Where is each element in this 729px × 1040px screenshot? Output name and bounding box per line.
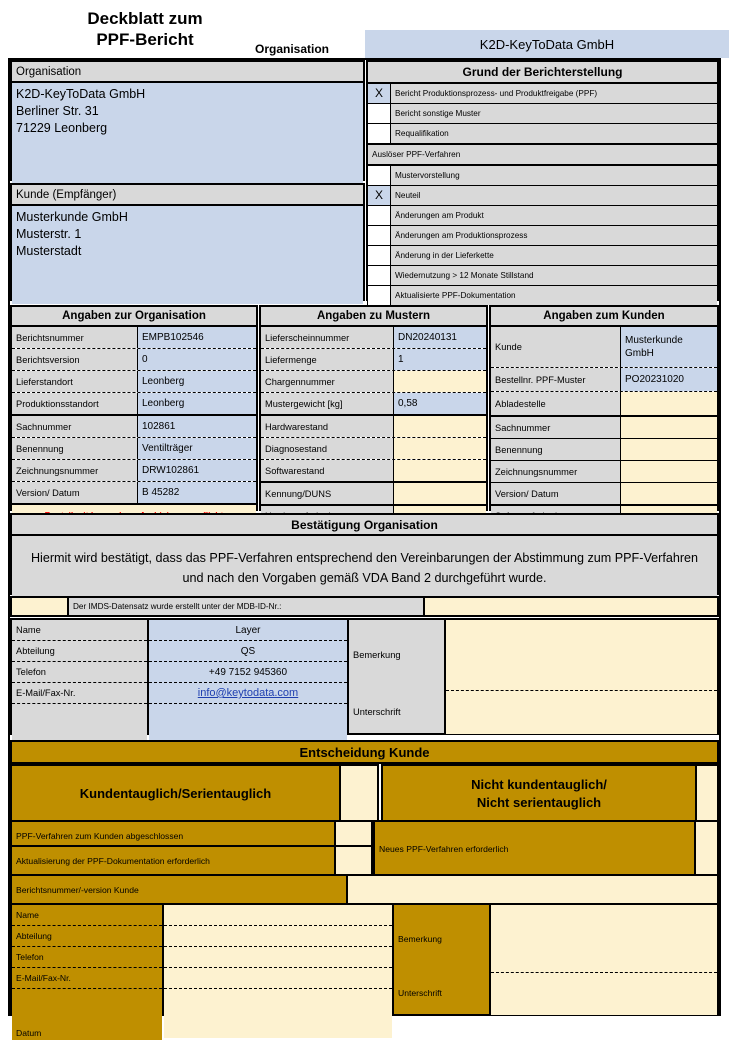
cust-value-1[interactable]: PO20231020 — [621, 368, 717, 391]
customer-address-line-0: Musterkunde GmbH — [16, 210, 128, 224]
decision-report-number-value[interactable] — [346, 874, 719, 906]
reason-checkbox-7[interactable] — [367, 245, 391, 266]
dec-remark-label: Bemerkung — [394, 905, 489, 972]
conf-label-0: Name — [12, 620, 147, 641]
decision-option-ok-label: Kundentauglich/Serientauglich — [10, 764, 341, 824]
cust-label-3: Sachnummer — [491, 417, 621, 438]
decision-option-not-ok-checkbox[interactable] — [695, 764, 719, 824]
imds-label: Der IMDS-Datensatz wurde erstellt unter der MDB-ID-Nr.: — [69, 598, 425, 615]
reason-item-4[interactable] — [368, 186, 717, 206]
cust-label-5: Zeichnungsnummer — [491, 461, 621, 482]
samples-value-4[interactable] — [394, 416, 486, 437]
decision-report-number-label: Berichtsnummer/-version Kunde — [10, 874, 348, 906]
reason-label-9: Aktualisierte PPF-Dokumentation — [391, 286, 717, 305]
org-value-1[interactable]: 0 — [138, 349, 256, 370]
table-row[interactable] — [12, 349, 256, 371]
confirmation-label-col — [12, 620, 149, 733]
reason-label-5: Änderungen am Produkt — [391, 206, 717, 225]
org-label-1: Berichtsversion — [12, 349, 138, 370]
decision-signature-block — [10, 903, 719, 1038]
cust-value-0[interactable]: Musterkunde GmbH — [621, 327, 717, 367]
reason-checkbox-1[interactable] — [367, 103, 391, 124]
reason-item-3[interactable] — [368, 166, 717, 186]
reason-item-2[interactable] — [368, 124, 717, 145]
conf-label-2: Telefon — [12, 662, 147, 683]
samples-value-5[interactable] — [394, 438, 486, 459]
org-label-4: Sachnummer — [12, 416, 138, 437]
confirmation-remark-value-col — [446, 620, 717, 733]
organisation-address-line-1: Berliner Str. 31 — [16, 104, 99, 118]
reason-item-7[interactable] — [368, 246, 717, 266]
reason-label-6: Änderungen am Produktionsprozess — [391, 226, 717, 245]
reason-label-4: Neuteil — [391, 186, 717, 205]
conf-remark-value[interactable] — [446, 620, 717, 691]
imds-left-pad — [12, 598, 69, 615]
org-value-7[interactable]: B 45282 — [138, 482, 256, 503]
imds-row — [10, 596, 719, 617]
org-label-5: Benennung — [12, 438, 138, 459]
cust-label-6: Version/ Datum — [491, 483, 621, 504]
decision-remark-label-col — [394, 905, 491, 1014]
table-angaben-zu-mustern — [259, 305, 488, 511]
samples-value-6[interactable] — [394, 460, 486, 481]
table-row[interactable] — [261, 416, 486, 438]
cust-value-4[interactable] — [621, 439, 717, 460]
table-row[interactable] — [261, 371, 486, 393]
dec-label-0: Name — [12, 905, 162, 926]
reason-checkbox-8[interactable] — [367, 265, 391, 286]
org-label-7: Version/ Datum — [12, 482, 138, 503]
decision-options-row — [10, 764, 719, 820]
conf-value-3[interactable] — [149, 683, 347, 704]
samples-label-5: Diagnosestand — [261, 438, 394, 459]
table-row[interactable] — [491, 461, 717, 483]
samples-label-4: Hardwarestand — [261, 416, 394, 437]
decision-sub-label-0: PPF-Verfahren zum Kunden abgeschlossen — [10, 820, 336, 851]
decision-remark-value-col — [491, 905, 717, 1014]
decision-option-not-ok-label — [381, 764, 697, 824]
reason-checkbox-5[interactable] — [367, 205, 391, 226]
table-row[interactable] — [491, 368, 717, 392]
cust-value-2[interactable] — [621, 392, 717, 415]
table-row[interactable] — [261, 349, 486, 371]
dec-label-3: E-Mail/Fax-Nr. — [12, 968, 162, 989]
decision-value-col — [164, 905, 394, 1014]
decision-report-number-row — [10, 874, 719, 902]
customer-address[interactable] — [12, 206, 363, 304]
reason-label-7: Änderung in der Lieferkette — [391, 246, 717, 265]
conf-label-3: E-Mail/Fax-Nr. — [12, 683, 147, 704]
header-company-name: K2D-KeyToData GmbH — [365, 30, 729, 58]
samples-label-1: Liefermenge — [261, 349, 394, 370]
reason-subcaption: Auslöser PPF-Verfahren — [368, 145, 717, 166]
conf-value-0[interactable]: Layer — [149, 620, 347, 641]
reason-item-5[interactable] — [368, 206, 717, 226]
confirmation-remark-label-col — [349, 620, 446, 733]
samples-value-1[interactable]: 1 — [394, 349, 486, 370]
org-label-2: Lieferstandort — [12, 371, 138, 392]
reason-checkbox-9[interactable] — [367, 285, 391, 306]
confirmation-value-col — [149, 620, 349, 733]
dec-signature-label: Unterschrift — [394, 972, 489, 1014]
decision-caption: Entscheidung Kunde — [10, 740, 719, 764]
samples-label-0: Lieferscheinnummer — [261, 327, 394, 348]
decision-option-not-ok-line2: Nicht serientauglich — [476, 795, 602, 810]
page-title-line2: PPF-Bericht — [96, 30, 194, 49]
samples-value-3[interactable]: 0,58 — [394, 393, 486, 414]
reason-item-6[interactable] — [368, 226, 717, 246]
org-value-2[interactable]: Leonberg — [138, 371, 256, 392]
cust-value-6[interactable] — [621, 483, 717, 504]
dec-value-3[interactable] — [164, 968, 392, 989]
decision-sub-label-right: Neues PPF-Verfahren erforderlich — [373, 820, 696, 878]
reason-checkbox-0[interactable]: X — [367, 83, 391, 104]
table-row[interactable] — [12, 482, 256, 505]
page-title-line1: Deckblatt zum — [87, 9, 203, 28]
table-angaben-zum-kunden — [489, 305, 719, 511]
table-row[interactable] — [261, 393, 486, 416]
conf-value-2[interactable]: +49 7152 945360 — [149, 662, 347, 683]
customer-box — [10, 183, 365, 301]
organisation-address[interactable] — [12, 83, 363, 184]
reason-label-1: Bericht sonstige Muster — [391, 104, 717, 123]
table-row[interactable] — [12, 371, 256, 393]
dec-value-1[interactable] — [164, 926, 392, 947]
table-samples-caption: Angaben zu Mustern — [261, 307, 486, 327]
dec-signature-value[interactable] — [491, 973, 717, 1015]
table-row[interactable] — [12, 460, 256, 482]
reason-item-8[interactable] — [368, 266, 717, 286]
organisation-address-line-0: K2D-KeyToData GmbH — [16, 87, 146, 101]
reason-label-3: Mustervorstellung — [391, 166, 717, 185]
dec-label-2: Telefon — [12, 947, 162, 968]
organisation-box — [10, 60, 365, 181]
cust-label-4: Benennung — [491, 439, 621, 460]
table-row[interactable] — [12, 327, 256, 349]
decision-sub-label-1: Aktualisierung der PPF-Dokumentation erforderlich — [10, 845, 336, 876]
dec-value-2[interactable] — [164, 947, 392, 968]
reason-label-8: Wiedernutzung > 12 Monate Stillstand — [391, 266, 717, 285]
reason-item-9[interactable] — [368, 286, 717, 305]
customer-address-line-1: Musterstr. 1 — [16, 227, 82, 241]
table-row[interactable] — [12, 416, 256, 438]
samples-label-7: Kennung/DUNS — [261, 483, 394, 504]
conf-signature-value[interactable] — [446, 691, 717, 734]
org-value-3[interactable]: Leonberg — [138, 393, 256, 414]
confirmation-signature-block — [10, 618, 719, 735]
dec-label-4: Datum — [12, 989, 162, 1040]
conf-remark-label: Bemerkung — [349, 620, 444, 690]
reason-item-1[interactable] — [368, 104, 717, 124]
org-value-5[interactable]: Ventilträger — [138, 438, 256, 459]
organisation-address-line-2: 71229 Leonberg — [16, 121, 108, 135]
reason-caption: Grund der Berichterstellung — [368, 62, 717, 84]
table-row[interactable] — [261, 460, 486, 483]
samples-value-0[interactable]: DN20240131 — [394, 327, 486, 348]
table-org-caption: Angaben zur Organisation — [12, 307, 256, 327]
samples-value-2[interactable] — [394, 371, 486, 392]
table-angaben-zur-organisation — [10, 305, 258, 511]
reason-item-0[interactable] — [368, 84, 717, 104]
table-row[interactable] — [491, 439, 717, 461]
org-value-0[interactable]: EMPB102546 — [138, 327, 256, 348]
samples-label-6: Softwarestand — [261, 460, 394, 481]
dec-value-0[interactable] — [164, 905, 392, 926]
imds-value[interactable] — [425, 598, 717, 615]
table-row[interactable] — [261, 327, 486, 349]
confirmation-caption: Bestätigung Organisation — [12, 515, 717, 536]
org-value-4[interactable]: 102861 — [138, 416, 256, 437]
samples-label-2: Chargennummer — [261, 371, 394, 392]
decision-sub-checkbox-right[interactable] — [694, 820, 719, 878]
table-row[interactable] — [491, 392, 717, 417]
customer-box-caption: Kunde (Empfänger) — [12, 185, 363, 206]
reason-section — [366, 60, 719, 301]
table-row[interactable] — [261, 483, 486, 506]
confirmation-section — [10, 513, 719, 595]
conf-value-1[interactable]: QS — [149, 641, 347, 662]
conf-signature-label: Unterschrift — [349, 690, 444, 733]
table-row[interactable] — [491, 327, 717, 368]
dec-remark-value[interactable] — [491, 905, 717, 973]
table-customer-caption: Angaben zum Kunden — [491, 307, 717, 327]
reason-checkbox-6[interactable] — [367, 225, 391, 246]
table-row[interactable] — [491, 483, 717, 506]
table-row[interactable] — [261, 438, 486, 460]
conf-label-1: Abteilung — [12, 641, 147, 662]
org-label-0: Berichtsnummer — [12, 327, 138, 348]
table-row[interactable] — [12, 393, 256, 416]
org-label-6: Zeichnungsnummer — [12, 460, 138, 481]
cust-label-1: Bestellnr. PPF-Muster — [491, 368, 621, 391]
page-title — [45, 8, 245, 54]
customer-address-line-2: Musterstadt — [16, 244, 82, 258]
reason-checkbox-4[interactable]: X — [367, 185, 391, 206]
dec-label-1: Abteilung — [12, 926, 162, 947]
reason-checkbox-3[interactable] — [367, 165, 391, 186]
decision-option-not-ok-line1: Nicht kundentauglich/ — [471, 777, 607, 792]
dec-value-4[interactable] — [164, 989, 392, 1038]
cust-value-3[interactable] — [621, 417, 717, 438]
org-label-3: Produktionsstandort — [12, 393, 138, 414]
reason-label-0: Bericht Produktionsprozess- und Produktfreigabe (PPF) — [391, 84, 717, 103]
samples-value-7[interactable] — [394, 483, 486, 504]
organisation-caption: Organisation — [255, 42, 330, 56]
confirmation-text: Hiermit wird bestätigt, dass das PPF-Verfahren entsprechend den Vereinbarungen der Abstimmung zum PPF-Verfahren und nach den Vorgaben gemäß VDA Band 2 durchgeführt wurde. — [12, 536, 717, 597]
table-row[interactable] — [12, 438, 256, 460]
decision-label-col — [12, 905, 164, 1038]
reason-label-2: Requalifikation — [391, 124, 717, 143]
decision-option-ok-checkbox[interactable] — [339, 764, 379, 824]
decision-sub-checkbox-1[interactable] — [334, 845, 373, 876]
reason-checkbox-2[interactable] — [367, 123, 391, 144]
decision-sub-row-right — [373, 820, 719, 874]
org-value-6[interactable]: DRW102861 — [138, 460, 256, 481]
email-link[interactable]: info@keytodata.com — [197, 687, 299, 699]
cust-label-2: Abladestelle — [491, 392, 621, 415]
samples-label-3: Mustergewicht [kg] — [261, 393, 394, 414]
cust-value-5[interactable] — [621, 461, 717, 482]
table-row[interactable] — [491, 417, 717, 439]
cust-label-0: Kunde — [491, 327, 621, 367]
decision-sub-row-left — [10, 820, 373, 874]
organisation-box-caption: Organisation — [12, 62, 363, 83]
